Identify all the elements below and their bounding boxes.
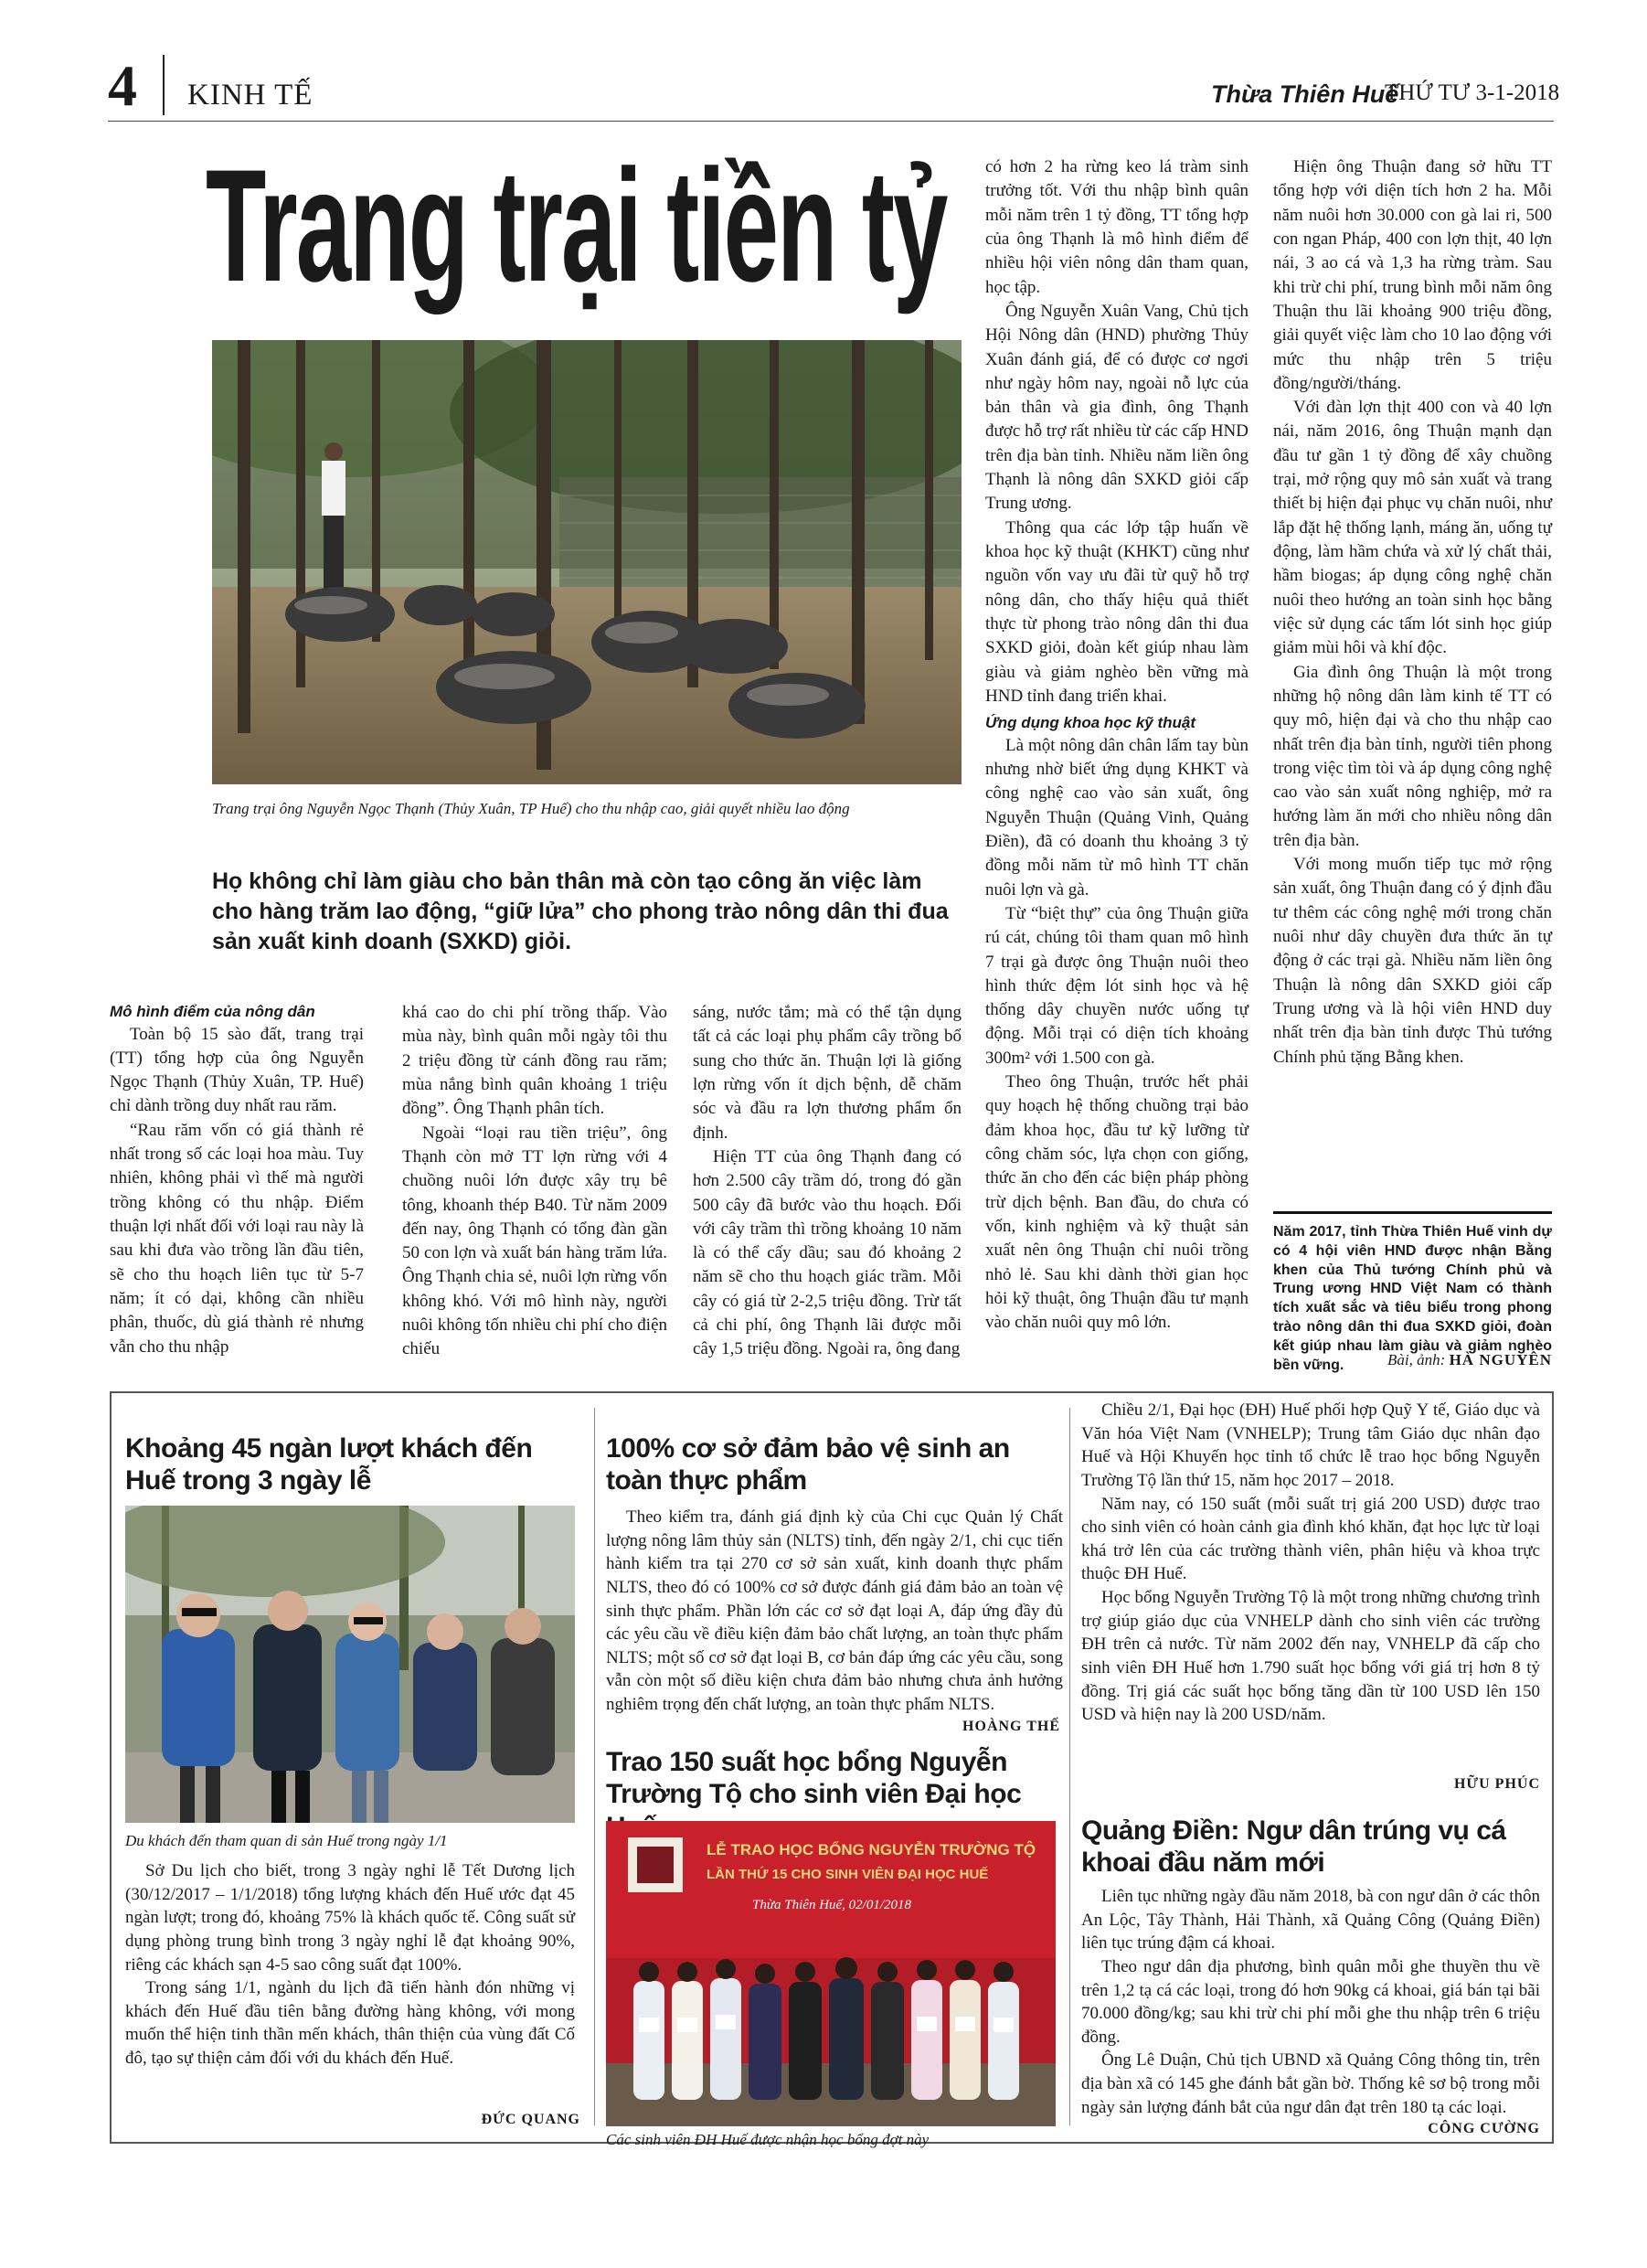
farm-photo: [212, 340, 962, 784]
banner-text-line-2: LẦN THỨ 15 CHO SINH VIÊN ĐẠI HỌC HUẾ: [707, 1867, 989, 1882]
paragraph: Trong sáng 1/1, ngành du lịch đã tiến hành đón những vị khách đến Huế đầu tiên bằng đường hàng không, với mong muốn thể hiện tinh thần mến khách, thân thiện của vùng đất Cố đô, tạo sự thiện cảm đối với du khách đến Huế.: [125, 1978, 575, 2069]
main-article-byline: [1273, 1351, 1552, 1369]
paragraph: Theo ngư dân địa phương, bình quân mỗi ghe thuyền thu về trên 1,2 tạ cá các loại, trong đó hơn 90kg cá khoai, giá bán tại bãi 70.000 đồng/kg; sau khi trừ chi phí mỗi ghe thu nhập trên 6 triệu đồng.: [1081, 1956, 1540, 2047]
tourists-photo-illustration: [125, 1506, 575, 1823]
paragraph: Với mong muốn tiếp tục mở rộng sản xuất, ông Thuận đang có ý định đầu tư thêm các công nghệ mới trong chăn nuôi như dây chuyền đưa thức ăn tự động ở các trại gà. Nhiều năm liền ông Thuận là nông dân SXKD giỏi cấp Trung ương và là hội viên HND duy nhất trên địa bàn tỉnh được Thủ tướng Chính phủ tặng Bằng khen.: [1273, 855, 1552, 1067]
paragraph: Ông Lê Duận, Chủ tịch UBND xã Quảng Công thông tin, trên địa bàn xã có 145 ghe đánh bắt gần bờ. Thống kê sơ bộ trong mỗi ngày sản lượng đánh bắt của ngư dân đạt trên 180 tạ các loại.: [1081, 2050, 1540, 2117]
award-note-box: Năm 2017, tỉnh Thừa Thiên Huế vinh dự có 4 hội viên HND được nhận Bằng khen của Thủ tướng Chính phủ và Trung ương HND Việt Nam có thành tích xuất sắc và tiêu biểu trong phong trào nông dân thi đua SXKD giỏi, đoàn kết giúp nhau làm giàu và giảm nghèo bền vững.: [1273, 1211, 1552, 1375]
scholarship-news-title: Trao 150 suất học bổng Nguyễn Trường Tộ cho sinh viên Đại học: [606, 1747, 1022, 1810]
column-divider: [1069, 1408, 1070, 2125]
paragraph: Với đàn lợn thịt 400 con và 40 lợn nái, năm 2016, ông Thuận mạnh dạn đầu tư gần 1 tỷ đồng để xây chuồng trại, mở rộng quy mô sản xuất và trang thiết bị hiện đại phục vụ chăn nuôi, như lắp đặt hệ thống lạnh, máng ăn, uống tự động, làm hầm chứa và xử lý chất thải, hầm biogas; áp dụng công nghệ chăn nuôi theo hướng an toàn sinh học bằng việc sử dụng các tấm lót sinh học giúp giảm mùi hôi và khí độc.: [1273, 398, 1552, 658]
subhead-technology: Ứng dụng khoa học kỹ thuật: [985, 714, 1196, 732]
paragraph: Ông Nguyễn Xuân Vang, Chủ tịch Hội Nông dân (HND) phường Thủy Xuân đánh giá, để có được cơ ngơi như ngày hôm nay, ngoài nỗ lực của bản thân và gia đình, ông Thạnh được hỗ trợ rất nhiều từ các cấp HND trên địa bàn tỉnh. Nhiều năm liền ông Thạnh là nông dân SXKD giỏi cấp Trung ương.: [985, 301, 1249, 514]
paragraph: Gia đình ông Thuận là một trong những hộ nông dân làm kinh tế TT có quy mô, hiện đại và cho thu nhập cao nhất trên địa bàn tỉnh, người tiên phong trong việc tìm tòi và áp dụng công nghệ cao vào sản xuất nông nghiệp, mở ra hướng làm ăn mới cho nhiều nông dân trên địa bàn.: [1273, 662, 1552, 850]
paragraph: Sở Du lịch cho biết, trong 3 ngày nghỉ lễ Tết Dương lịch (30/12/2017 – 1/1/2018) tổng lượng khách đến Huế ước đạt 45 ngàn lượt; trong đó, khoảng 75% là khách quốc tế. Công suất sử dụng phòng trung bình trong 3 ngày nghỉ lễ đạt khoảng 90%, riêng các khách sạn 4-5 sao công suất đạt 100%.: [125, 1861, 575, 1975]
tourism-news-author: ĐỨC QUANG: [481, 2112, 580, 2127]
paragraph: Chiều 2/1, Đại học (ĐH) Huế phối hợp Quỹ Y tế, Giáo dục và Văn hóa Việt Nam (VNHELP); Trung tâm Giáo dục nhân đạo Huế và Hội Khuyến học tỉnh tổ chức lễ trao học bổng Nguyễn Trường Tộ lần thứ 15, năm học 2017 – 2018.: [1081, 1400, 1540, 1490]
main-article-column-1: [110, 1001, 364, 1359]
issue-date: THỨ TƯ 3-1-2018: [1385, 80, 1560, 105]
paragraph: Liên tục những ngày đầu năm 2018, bà con ngư dân ở các thôn An Lộc, Tây Thành, Hải Thành, xã Quảng Công (Quảng Điền) liên tục trúng đậm cá khoai.: [1081, 1887, 1540, 1954]
main-article-title: Trang trại tiền tỷ: [206, 137, 947, 315]
paragraph: Theo ông Thuận, trước hết phải quy hoạch hệ thống chuồng trại bảo đảm khoa học, đầu tư kỹ lưỡng từ công chăm sóc, lựa chọn con giống, thức ăn cho đến các biện pháp phòng trừ dịch bệnh. Ban đầu, do chưa có vốn, kinh nghiệm và kỹ thuật sản xuất nên ông Thuận chỉ nuôi trồng nhỏ lẻ. Sau khi dành thời gian học hỏi kỹ thuật, ông Thuận đầu tư mạnh vào chăn nuôi quy mô lớn.: [985, 1072, 1249, 1333]
tourists-photo-caption: Du khách đến tham quan di sản Huế trong ngày 1/1: [125, 1832, 448, 1849]
scholarship-news-body: [1081, 1399, 1540, 1727]
food-safety-news-title: 100% cơ sở đảm bảo vệ sinh an toàn thực phẩm: [606, 1433, 1010, 1496]
fishing-news-author: CÔNG CƯỜNG: [1428, 2121, 1540, 2136]
tourism-news-body: [125, 1859, 575, 2071]
banner-text-line-3: Thừa Thiên Huế, 02/01/2018: [752, 1898, 912, 1912]
paragraph: Ngoài “loại rau tiền triệu”, ông Thạnh còn mở TT lợn rừng với 4 chuồng nuôi lớn được xây trụ bê tông, khoanh thép B40. Từ năm 2009 đến nay, ông Thạnh có tổng đàn gần 50 con lợn và xuất bán hàng trăm lứa. Ông Thạnh chia sẻ, nuôi lợn rừng vốn không khó. Với mô hình này, người nuôi không tốn nhiều chi phí cho điện chiếu: [402, 1123, 667, 1359]
paragraph: Hiện ông Thuận đang sở hữu TT tổng hợp với diện tích hơn 2 ha. Mỗi năm nuôi hơn 30.000 con gà lai ri, 500 con ngan Pháp, 400 con lợn thịt, 40 lợn nái, 3 ao cá và 1,3 ha rừng tràm. Sau khi trừ chi phí, trung bình mỗi năm ông Thuận thu lãi khoảng 900 triệu đồng, giải quyết việc làm cho 10 lao động với mức thu nhập trên 5 triệu đồng/người/tháng.: [1273, 157, 1552, 393]
paragraph: Năm nay, có 150 suất (mỗi suất trị giá 200 USD) được trao cho sinh viên có hoàn cảnh gia đình khó khăn, đạt học lực từ loại khá trở lên của các trường thành viên, phân hiệu và khoa trực thuộc ĐH Huế.: [1081, 1494, 1540, 1584]
tourism-news-title: Khoảng 45 ngàn lượt khách đến Huế trong 3 ngày lễ: [125, 1433, 533, 1496]
paragraph: Toàn bộ 15 sào đất, trang trại (TT) tổng hợp của ông Nguyễn Ngọc Thạnh (Thủy Xuân, TP. Huế) chỉ dành trồng duy nhất rau răm.: [110, 1024, 364, 1116]
section-name: KINH TẾ: [187, 79, 313, 112]
paragraph: khá cao do chi phí trồng thấp. Vào mùa này, bình quân mỗi ngày tôi thu 2 triệu đồng từ cánh đồng rau răm; mùa nắng bình quân khoảng 1 triệu đồng”. Ông Thạnh phân tích.: [402, 1003, 667, 1119]
byline-author: HÀ NGUYÊN: [1449, 1351, 1552, 1368]
masthead: Thừa Thiên Huế: [1211, 80, 1399, 108]
subhead-model-farm: Mô hình điểm của nông dân: [110, 1003, 315, 1020]
main-article-lead: Họ không chỉ làm giàu cho bản thân mà còn tạo công ăn việc làm cho hàng trăm lao động, “giữ lửa” cho phong trào nông dân thi đua sản xuất kinh doanh (SXKD) giỏi.: [212, 868, 949, 954]
tourists-photo: [125, 1506, 575, 1823]
paragraph: Theo kiểm tra, đánh giá định kỳ của Chi cục Quản lý Chất lượng nông lâm thủy sản (NLTS) tỉnh, đến ngày 2/1, chi cục tiến hành kiểm tra tại 270 cơ sở sản xuất, kinh doanh thực phẩm NLTS, theo đó có 100% cơ sở được đánh giá đảm bảo an toàn vệ sinh thực phẩm. Phần lớn các cơ sở đạt loại A, đáp ứng đầy đủ các yêu cầu về điều kiện đảm bảo chất lượng, an toàn thực phẩm NLTS; một số cơ sở đạt loại B, cơ bản đáp ứng các yêu cầu, song vẫn còn một số điều kiện chưa đảm bảo nhưng chưa ảnh hưởng nghiêm trọng đến chất lượng, an toàn thực phẩm NLTS.: [606, 1507, 1063, 1715]
paragraph: Thông qua các lớp tập huấn về khoa học kỹ thuật (KHKT) cũng như nguồn vốn vay ưu đãi từ quỹ hỗ trợ nông dân, cho thấy hiệu quả thiết thực từ phong trào nông dân thi đua SXKD giỏi, đoàn kết giúp nhau làm giàu và giảm nghèo bền vững mà HND tỉnh đang triển khai.: [985, 517, 1249, 706]
food-safety-news-author: HOÀNG THẾ: [962, 1719, 1060, 1734]
paragraph: “Rau răm vốn có giá thành rẻ nhất trong số các loại hoa màu. Tuy nhiên, không phải vì thế mà người trồng không có thu nhập. Điểm thuận lợi nhất đối với loại rau này là sau khi đưa vào trồng lần đầu tiên, sẽ cho thu hoạch liên tục từ 5-7 năm; ít có dại, không cần nhiều phân, thuốc, dù giá thành rẻ nhưng vẫn cho thu nhập: [110, 1120, 364, 1357]
scholarship-photo: [606, 1821, 1056, 2126]
byline-label: Bài, ảnh:: [1387, 1351, 1446, 1368]
header-divider: [163, 55, 165, 115]
paragraph: Là một nông dân chân lấm tay bùn nhưng nhờ biết ứng dụng KHKT và công nghệ cao vào sản xuất, ông Nguyễn Thuận (Quảng Vinh, Quảng Điền), đã có doanh thu khoảng 3 tỷ đồng mỗi năm từ mô hình TT chăn nuôi lợn và gà.: [985, 735, 1249, 900]
paragraph: sáng, nước tắm; mà có thể tận dụng tất cả các loại phụ phẩm cây trồng bổ sung cho thức ăn. Thuận lợi là giống lợn rừng vốn ít dịch bệnh, dễ chăm sóc và đầu ra lợn thương phẩm ổn định.: [693, 1003, 962, 1143]
paragraph: Hiện TT của ông Thạnh đang có hơn 2.500 cây trầm dó, trong đó gần 500 cây đã bước vào thu hoạch. Đối với cây trầm thì trồng khoảng 10 năm là có thể cấy dầu; sau đó khoảng 2 năm sẽ cho thu hoạch giác trầm. Mỗi cây có giá từ 2-2,5 triệu đồng. Trừ tất cả chi phí, ông Thạnh lãi được mỗi cây 1,5 triệu đồng. Ngoài ra, ông đang: [693, 1146, 962, 1359]
paragraph: Từ “biệt thự” của ông Thuận giữa rú cát, chúng tôi tham quan mô hình 7 trại gà được ông Thuận nuôi theo hình thức đệm lót sinh học và hệ thống dây chuyền nước uống tự động. Mỗi trại có diện tích khoảng 300m² với 1.500 con gà.: [985, 903, 1249, 1068]
header-rule: [108, 121, 1554, 122]
fishing-news-body: [1081, 1885, 1540, 2119]
farm-photo-caption: Trang trại ông Nguyễn Ngọc Thạnh (Thủy Xuân, TP Huế) cho thu nhập cao, giải quyết nhiều lao động: [212, 800, 850, 817]
scholarship-photo-caption: Các sinh viên ĐH Huế được nhận học bổng đợt này: [606, 2131, 930, 2148]
main-article-column-4: [985, 155, 1249, 1336]
fishing-news-title: Quảng Điền: Ngư dân trúng vụ cá khoai đầu năm mới: [1081, 1815, 1506, 1879]
main-article-column-2: [402, 1001, 667, 1362]
food-safety-news-body: [606, 1506, 1063, 1717]
scholarship-news-author: HỮU PHÚC: [1453, 1776, 1540, 1792]
page-number: 4: [108, 53, 137, 118]
banner-text-line-1: LỄ TRAO HỌC BỔNG NGUYỄN TRƯỜNG TỘ: [707, 1841, 1036, 1858]
paragraph: có hơn 2 ha rừng keo lá tràm sinh trưởng tốt. Với thu nhập bình quân mỗi năm trên 1 tỷ đồng, TT tổng hợp của ông Thạnh là mô hình điểm để nhiều hội viên nông dân tham quan, học tập.: [985, 157, 1249, 297]
main-article-column-3: [693, 1001, 962, 1362]
paragraph: Học bổng Nguyễn Trường Tộ là một trong những chương trình trợ giúp giáo dục của VNHELP dành cho sinh viên các trường ĐH trên cả nước. Từ năm 2002 đến nay, VNHELP đã cấp cho sinh viên ĐH Huế hơn 1.790 suất học bổng với giá trị hơn 8 tỷ đồng. Trị giá các suất học bổng tăng dần từ 100 USD lên 150 USD và hiện nay là 200 USD/năm.: [1081, 1588, 1540, 1725]
column-divider: [594, 1408, 595, 2125]
main-article-column-5: [1273, 155, 1552, 1070]
farm-photo-illustration: [212, 340, 962, 784]
